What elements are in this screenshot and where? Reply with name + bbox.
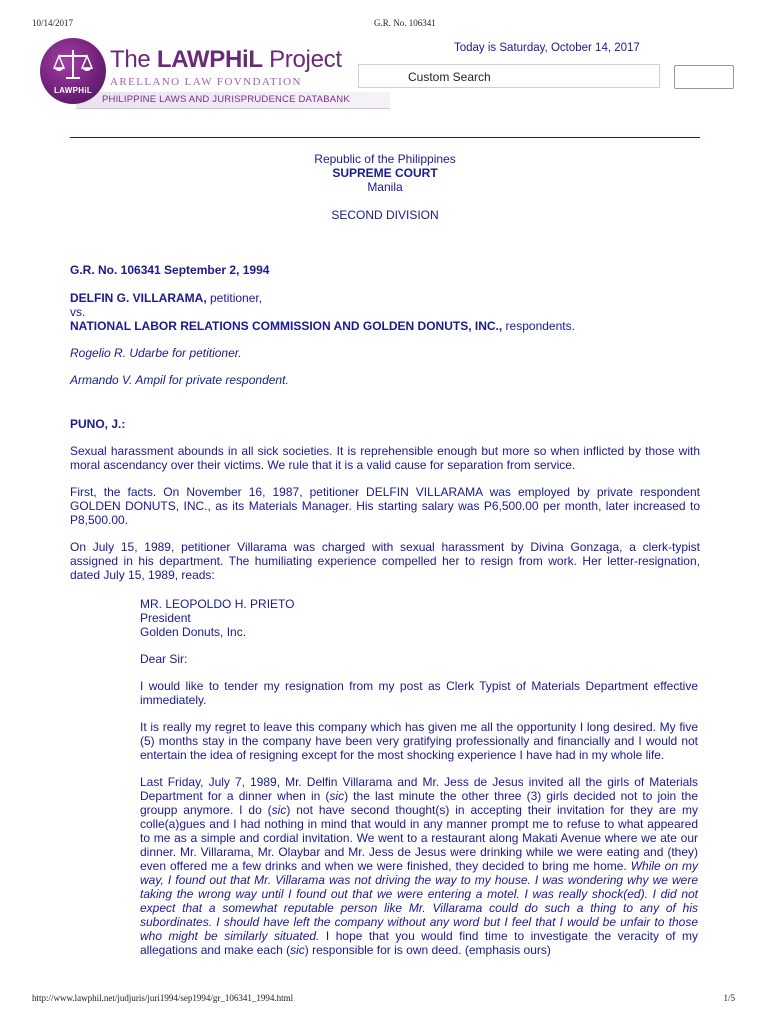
logo-band	[76, 92, 390, 109]
search-placeholder: Custom Search	[408, 70, 491, 84]
header-divider	[70, 137, 700, 138]
resignation-letter	[140, 597, 698, 957]
letter-addressee: MR. LEOPOLDO H. PRIETO	[140, 597, 295, 611]
print-title: G.R. No. 106341	[374, 18, 436, 28]
court-name: SUPREME COURT	[332, 166, 438, 180]
republic-line: Republic of the Philippines	[314, 152, 456, 166]
logo-subtitle: ARELLANO LAW FOVNDATION	[110, 76, 302, 88]
respondent-line: NATIONAL LABOR RELATIONS COMMISSION AND GOLDEN DONUTS, INC., respondents.	[70, 319, 575, 333]
logo-title: The LAWPHiL Project	[110, 46, 342, 73]
today-date: Today is Saturday, October 14, 2017	[454, 42, 640, 54]
court-city: Manila	[367, 180, 403, 194]
print-date: 10/14/2017	[32, 18, 74, 28]
ponente: PUNO, J.:	[70, 417, 126, 431]
logo-badge: LAWPHiL	[53, 86, 93, 95]
search-button[interactable]	[674, 65, 734, 89]
letter-paragraph-1: I would like to tender my resignation from my post as Clerk Typist of Materials Department effective immediately.	[140, 679, 698, 707]
letter-paragraph-3: Last Friday, July 7, 1989, Mr. Delfin Villarama and Mr. Jess de Jesus invited all the girls of Materials Department for a dinner when in (sic) the last minute the other three (3) girls decided not to join the groupp anymore. I do (sic) not have second thought(s) in accepting their invitation for they are my colle(a)gues and I had nothing in mind that would in any manner prompt me to refuse to what appeared to me as a simple and cordial invitation. We went to a restaurant along Makati Avenue where we ate our dinner. Mr. Villarama, Mr. Olaybar and Mr. Jess de Jesus were drinking while we were eating and (they) even offered me a few drinks and when we were finished, they decided to bring me home. While on my way, I found out that Mr. Villarama was not driving the way to my house. I was wondering why we were taking the wrong way until I found out that we were entering a motel. I was really shock(ed). I did not expect that a somewhat reputable person like Mr. Villarama could do such a thing to any of his subordinates. I should have left the company without any word but I feel that I would be unfair to those who might be similarly situated. I hope that you would find time to investigate the veracity of my allegations and make each (sic) responsible for is own deed. (emphasis ours)	[140, 775, 699, 957]
lawphil-logo[interactable]	[36, 36, 356, 112]
paragraph-1: Sexual harassment abounds in all sick societies. It is reprehensible enough but more so when inflicted by those with moral ascendancy over their victims. We rule that it is a valid cause for separation from service.	[70, 444, 700, 472]
letter-position: President	[140, 611, 191, 625]
print-url: http://www.lawphil.net/judjuris/juri1994/sep1994/gr_106341_1994.html	[32, 993, 294, 1003]
counsel-petitioner: Rogelio R. Udarbe for petitioner.	[70, 346, 242, 360]
versus: vs.	[70, 305, 86, 319]
paragraph-2: First, the facts. On November 16, 1987, petitioner DELFIN VILLARAMA was employed by private respondent GOLDEN DONUTS, INC., as its Materials Manager. His starting salary was P6,500.00 per month, later increased to P8,500.00.	[70, 485, 700, 527]
print-page-number: 1/5	[723, 993, 735, 1003]
letter-company: Golden Donuts, Inc.	[140, 625, 247, 639]
decision-body	[70, 263, 700, 957]
division-label: SECOND DIVISION	[331, 208, 439, 222]
scales-of-justice-icon	[53, 48, 93, 82]
logo-band-text: PHILIPPINE LAWS AND JURISPRUDENCE DATABANK	[102, 94, 350, 105]
counsel-respondent: Armando V. Ampil for private respondent.	[70, 373, 289, 387]
case-number: G.R. No. 106341 September 2, 1994	[70, 263, 270, 277]
letter-paragraph-2: It is really my regret to leave this company which has given me all the opportunity I long desired. My five (5) months stay in the company have been very gratifying professionally and financially and I would not entertain the idea of resigning except for the most shocking experience I have had in my whole life.	[140, 720, 698, 762]
petitioner-line: DELFIN G. VILLARAMA, petitioner,	[70, 291, 263, 305]
scales-emblem	[40, 38, 106, 104]
paragraph-3: On July 15, 1989, petitioner Villarama was charged with sexual harassment by Divina Gonzaga, a clerk-typist assigned in his department. The humiliating experience compelled her to resign from work. Her letter-resignation, dated July 15, 1989, reads:	[70, 540, 700, 582]
letter-salutation: Dear Sir:	[140, 652, 188, 666]
custom-search-input[interactable]	[358, 64, 660, 88]
